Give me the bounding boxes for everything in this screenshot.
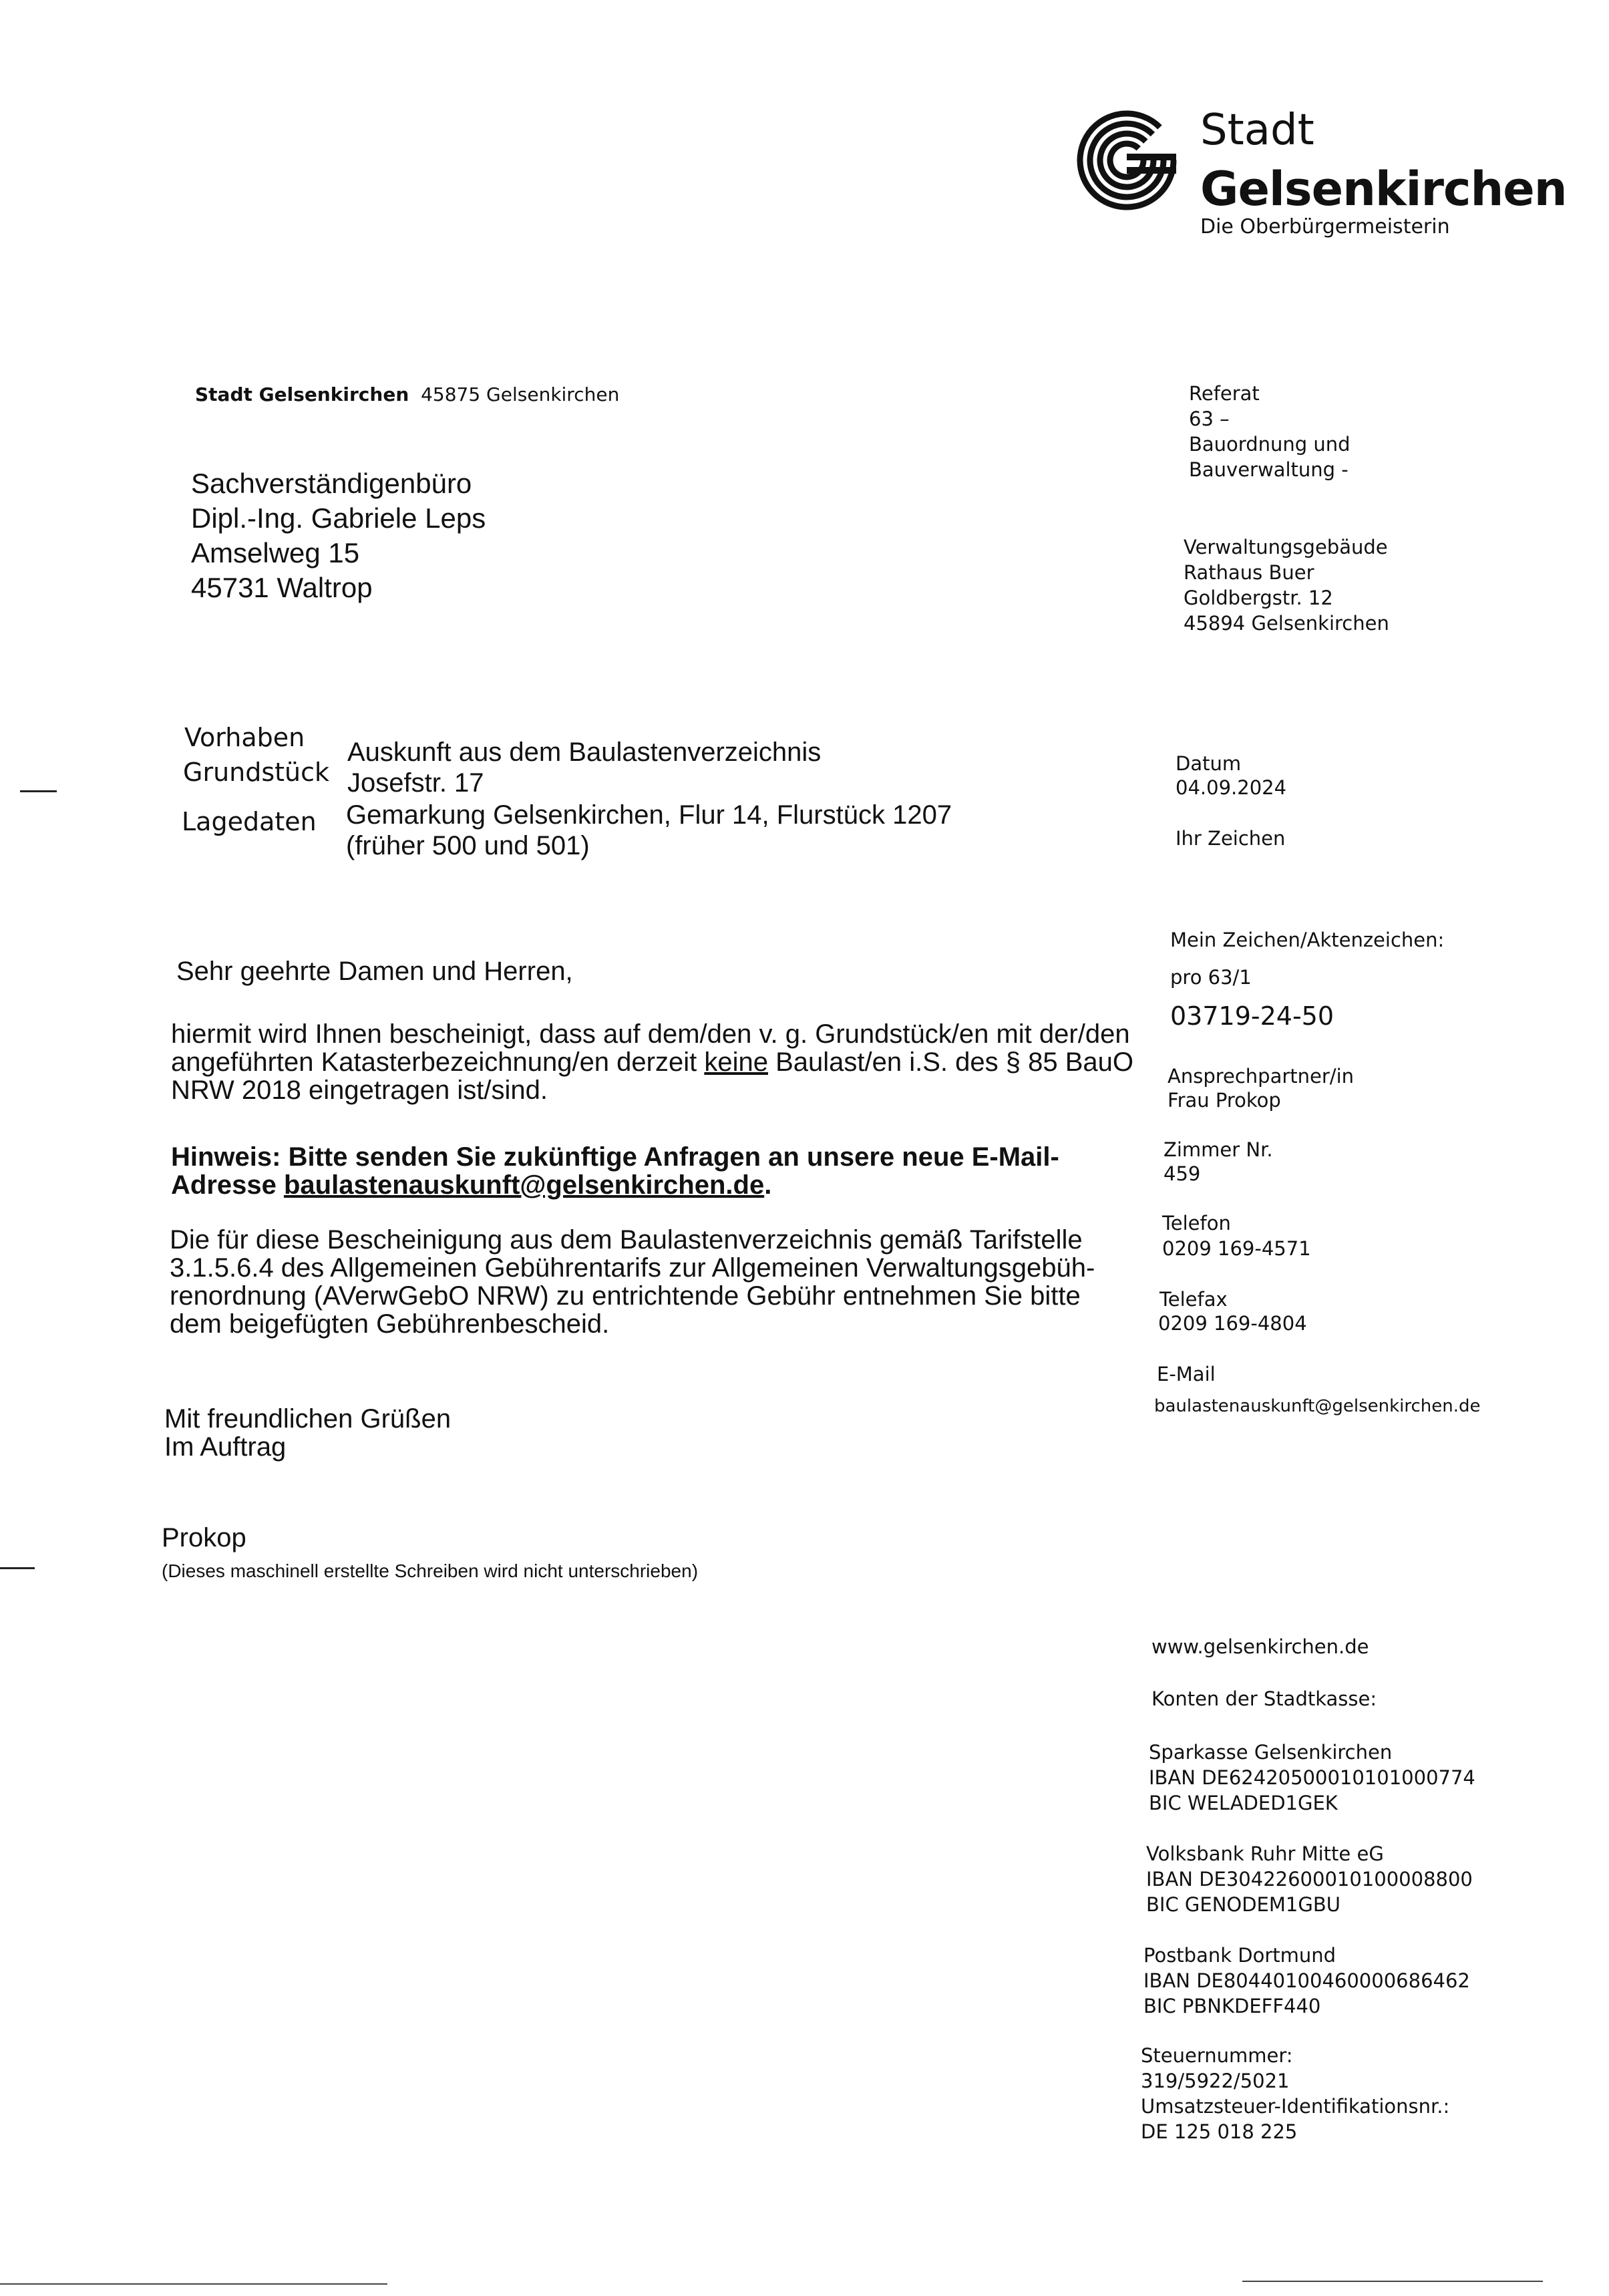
bank-line: Postbank Dortmund [1143,1944,1336,1967]
closing-line-1: Mit freundlichen Grüßen [164,1404,452,1434]
office-line: Rathaus Buer [1184,561,1314,584]
telefax-value: 0209 169-4804 [1158,1312,1307,1335]
email-label: E-Mail [1157,1363,1216,1385]
telefon-label: Telefon [1162,1212,1231,1235]
department-line: 63 – [1189,407,1230,430]
mein-zeichen-label: Mein Zeichen/Aktenzeichen: [1170,929,1445,951]
scan-edge-line-right [1242,2281,1543,2282]
grundstueck-label: Grundstück [183,758,330,787]
recipient-line-3: Amselweg 15 [191,537,360,568]
bank-line: BIC PBNKDEFF440 [1143,1995,1321,2017]
hint-text: Adresse [171,1170,284,1200]
scan-edge-line-left [0,2283,387,2285]
department-block [1189,381,1351,482]
signature-note: (Dieses maschinell erstellte Schreiben wird nicht unterschrieben) [162,1561,699,1581]
department-line: Bauordnung und [1189,433,1351,456]
lagedaten-label: Lagedaten [182,807,317,836]
zimmer-value: 459 [1164,1162,1201,1185]
recipient-line-2: Dipl.-Ing. Gabriele Leps [191,502,486,534]
website: www.gelsenkirchen.de [1151,1635,1369,1658]
department-line: Bauverwaltung - [1189,458,1349,481]
recipient-line-4: 45731 Waltrop [191,572,373,603]
closing-line-2: Im Auftrag [164,1432,287,1462]
hint-line-1: Hinweis: Bitte senden Sie zukünftige Anfragen an unsere neue E-Mail- [171,1142,1059,1172]
bank-line: IBAN DE30422600010100008800 [1146,1868,1473,1891]
greeting: Sehr geehrte Damen und Herren, [176,957,573,986]
datum-label: Datum [1176,752,1242,775]
sender-line [195,383,619,405]
vorhaben-label: Vorhaben [184,723,305,752]
telefon-value: 0209 169-4571 [1162,1237,1311,1260]
paragraph-1-line-2 [171,1049,1133,1076]
signature-name: Prokop [162,1523,246,1552]
office-line: Verwaltungsgebäude [1184,536,1388,558]
vorhaben-value: Auskunft aus dem Baulastenverzeichnis [347,737,822,767]
ansprechpartner-label: Ansprechpartner/in [1168,1065,1355,1088]
office-line: 45894 Gelsenkirchen [1184,612,1389,635]
logo-city-text: Gelsenkirchen [1200,162,1567,216]
paragraph-2-line-1: Die für diese Bescheinigung aus dem Baulastenverzeichnis gemäß Tarifstelle [170,1225,1083,1255]
bank-line: BIC WELADED1GEK [1149,1792,1338,1814]
paragraph-1-text: angeführten Katasterbezeichnung/en derzeit [171,1047,705,1077]
bank-block-volksbank [1146,1841,1473,1917]
logo-stadt-text: Stadt [1200,106,1314,155]
lagedaten-value-2: (früher 500 und 501) [346,831,590,860]
ihr-zeichen-label: Ihr Zeichen [1176,827,1286,850]
bank-line: IBAN DE80440100460000686462 [1143,1969,1470,1992]
tax-block [1141,2043,1449,2144]
fold-mark-middle [0,1567,35,1569]
bank-line: Volksbank Ruhr Mitte eG [1146,1842,1384,1865]
ansprechpartner-value: Frau Prokop [1168,1089,1281,1112]
paragraph-2-line-2: 3.1.5.6.4 des Allgemeinen Gebührentarifs zur Allgemeinen Verwaltungsgebüh- [170,1253,1095,1283]
aktenzeichen: 03719-24-50 [1170,1001,1334,1031]
konten-label: Konten der Stadtkasse: [1151,1687,1377,1710]
office-block [1184,534,1389,636]
tax-line: DE 125 018 225 [1141,2120,1298,2143]
recipient-line-1: Sachverständigenbüro [191,468,472,499]
sender-org: Stadt Gelsenkirchen [195,383,409,405]
tax-line: Umsatzsteuer-Identifikationsnr.: [1141,2095,1450,2118]
tax-line: Steuernummer: [1141,2044,1293,2067]
office-line: Goldbergstr. 12 [1184,587,1333,609]
paragraph-2-line-4: dem beigefügten Gebührenbescheid. [170,1309,610,1339]
bank-block-postbank [1143,1943,1470,2019]
paragraph-1-text: Baulast/en i.S. des § 85 BauO [767,1047,1133,1077]
telefax-label: Telefax [1159,1288,1228,1311]
lagedaten-value-1: Gemarkung Gelsenkirchen, Flur 14, Flurstück 1207 [346,800,952,830]
keine-emphasis: keine [704,1047,768,1077]
fold-mark-top [20,790,57,792]
gelsenkirchen-logo-icon [1072,106,1182,215]
city-logo [1072,100,1567,247]
mein-zeichen-value: pro 63/1 [1170,966,1252,989]
bank-line: IBAN DE62420500010101000774 [1149,1766,1475,1789]
datum-value: 04.09.2024 [1176,776,1287,799]
bank-line: Sparkasse Gelsenkirchen [1149,1741,1393,1764]
paragraph-2-line-3: renordnung (AVerwGebO NRW) zu entrichtende Gebühr entnehmen Sie bitte [170,1281,1081,1311]
paragraph-1-line-1: hiermit wird Ihnen bescheinigt, dass auf dem/den v. g. Grundstück/en mit der/den [171,1019,1130,1049]
hint-email-link[interactable]: baulastenauskunft@gelsenkirchen.de [283,1170,765,1200]
bank-block-sparkasse [1149,1740,1475,1816]
grundstueck-value: Josefstr. 17 [347,768,484,798]
sender-address: 45875 Gelsenkirchen [421,383,620,405]
hint-text: . [764,1170,772,1200]
bank-line: BIC GENODEM1GBU [1146,1893,1340,1916]
paragraph-1-line-3: NRW 2018 eingetragen ist/sind. [171,1076,548,1105]
logo-subtitle: Die Oberbürgermeisterin [1200,215,1450,238]
zimmer-label: Zimmer Nr. [1164,1138,1273,1161]
tax-line: 319/5922/5021 [1141,2070,1290,2092]
hint-line-2 [171,1172,771,1198]
department-line: Referat [1189,382,1260,405]
email-value: baulastenauskunft@gelsenkirchen.de [1154,1396,1481,1416]
